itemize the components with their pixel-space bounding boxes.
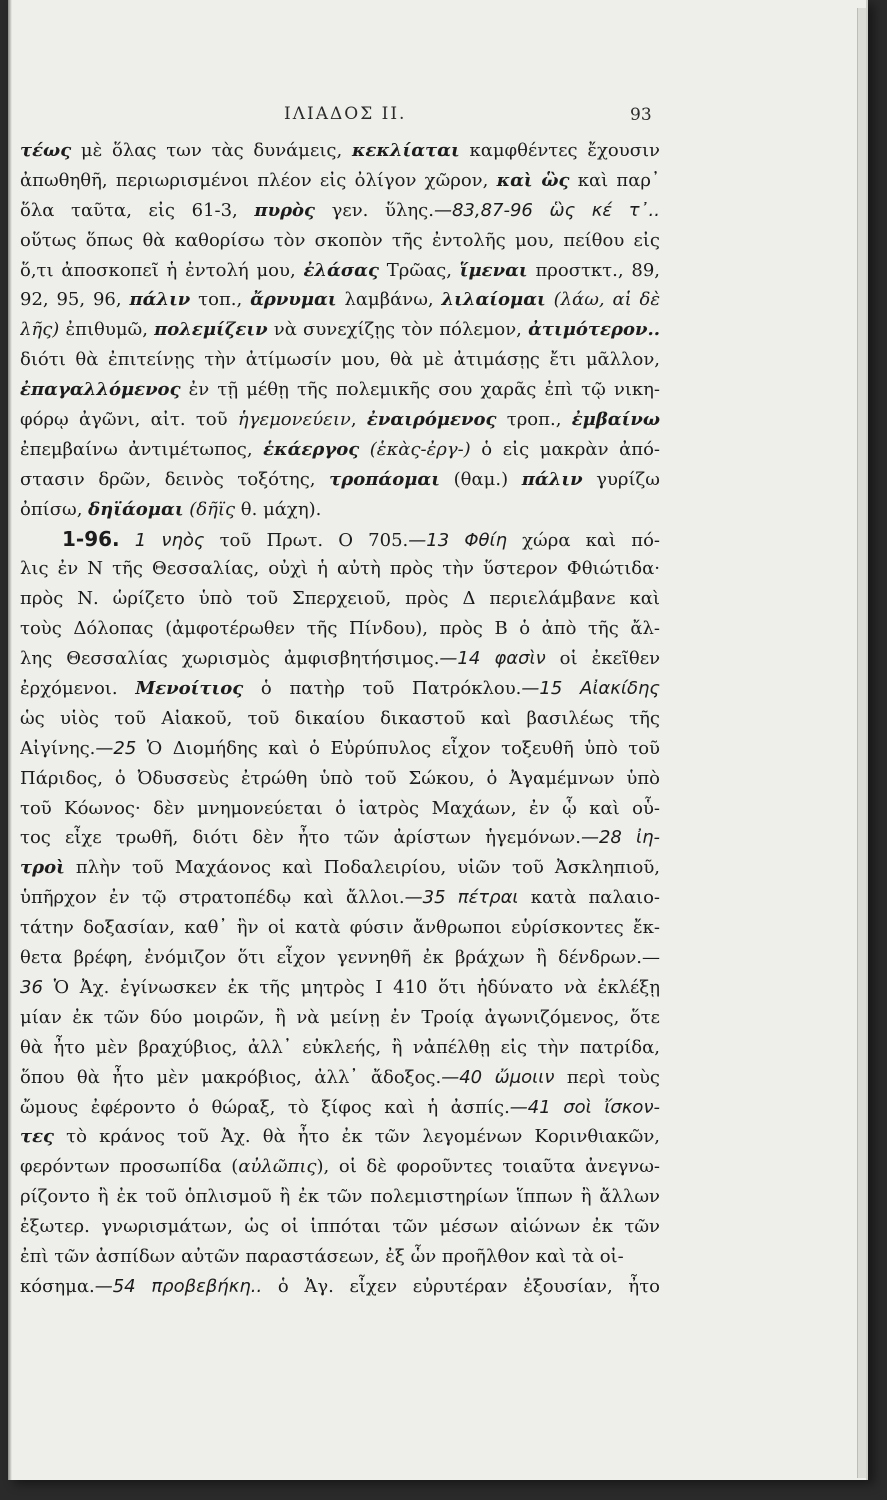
lemma: ἄρνυμαι	[250, 289, 337, 311]
text-line	[20, 704, 660, 734]
text-line	[20, 1063, 660, 1093]
text-segment: ,	[350, 409, 367, 431]
text-line	[20, 136, 660, 166]
text-line	[20, 1093, 660, 1123]
line-reference: —35 πέτραι	[404, 887, 519, 909]
line-reference: 1 νηὸς	[119, 529, 205, 551]
text-line	[20, 525, 660, 555]
text-segment: οὕτως ὅπως θὰ καθορίσω τὸν σκοπὸν τῆς ἐντολῆς μου, πείθου εἰς	[20, 229, 660, 251]
text-segment: πλὴν τοῦ Μαχάονος καὶ Ποδαλειρίου, υἱῶν τοῦ Ἀσκληπιοῦ,	[64, 857, 660, 879]
text-line	[20, 345, 660, 375]
text-segment: θ. μάχη).	[235, 498, 322, 520]
running-title: ΙΛΙΑΔΟΣ ΙΙ.	[284, 104, 407, 124]
text-segment: καὶ παρ᾽	[569, 169, 660, 191]
text-segment: ὀπίσω,	[20, 498, 89, 520]
text-segment: λις ἐν Ν τῆς Θεσσαλίας, οὐχὶ ἡ αὐτὴ πρὸς τὴν ὕστερον Φθιώτιδα·	[20, 558, 660, 580]
text-segment: τάτην δοξασίαν, καθ᾽ ἣν οἱ κατὰ φύσιν ἄνθρωποι εὑρίσκοντες ἔκ-	[20, 917, 660, 939]
text-line	[20, 554, 660, 584]
text-line	[20, 1182, 660, 1212]
text-line	[20, 584, 660, 614]
text-segment: αὐλῶπις	[238, 1156, 317, 1178]
text-segment: τοπ.,	[190, 289, 251, 311]
text-segment: ἐρχόμενοι.	[20, 678, 136, 700]
text-segment: ὅπου θὰ ἦτο μὲν μακρόβιος, ἀλλ᾽ ἄδοξος.	[20, 1066, 442, 1088]
page-edge	[857, 8, 868, 1478]
text-segment: ἀπωθηθῆ, περιωρισμένοι πλέον εἰς ὀλίγον χῶρον,	[20, 169, 497, 191]
lemma: τέως	[20, 140, 72, 161]
text-line	[20, 883, 660, 913]
text-segment: κατὰ παλαιο-	[518, 887, 660, 909]
line-reference: 1-96.	[62, 526, 120, 551]
text-segment: τὸ κράνος τοῦ Ἀχ. θὰ ἦτο ἐκ τῶν λεγομένων Κορινθιακῶν,	[54, 1126, 660, 1148]
text-line	[20, 913, 660, 943]
text-line	[20, 375, 660, 405]
text-segment: φερόντων προσωπίδα (	[20, 1156, 239, 1178]
text-segment: ὅ,τι ἀποσκοπεῖ ἡ ἐντολή μου,	[20, 259, 304, 281]
text-segment: τος εἶχε τρωθῆ, διότι δὲν ἦτο τῶν ἀρίστων ἡγεμόνων.	[20, 827, 581, 849]
text-segment: (ἑκὰς-ἐργ-)	[359, 438, 471, 460]
text-line	[20, 196, 660, 226]
text-segment: ὁ εἰς μακρὰν ἀπό-	[470, 438, 660, 460]
text-line	[20, 1003, 660, 1033]
text-segment: ἐπεμβαίνω ἀντιμέτωπος,	[20, 438, 264, 460]
text-line	[20, 734, 660, 764]
text-line	[20, 973, 660, 1003]
text-segment: ὑπῆρχον ἐν τῷ στρατοπέδῳ καὶ ἄλλοι.	[20, 887, 405, 909]
line-reference: —13 Φθίη	[408, 529, 507, 551]
text-segment: (λάω, αἱ δὲ	[545, 289, 660, 311]
text-segment: ἐπιθυμῶ,	[59, 319, 155, 341]
lemma: πάλιν	[521, 468, 583, 490]
line-reference: 36	[20, 976, 43, 998]
text-segment: ἐπὶ τῶν ἀσπίδων αὐτῶν παραστάσεων, ἐξ ὧν προῆλθον καὶ τὰ οἰ-	[20, 1245, 624, 1267]
text-segment: Πάριδος, ὁ Ὀδυσσεὺς ἐτρώθη ὑπὸ τοῦ Σώκου, ὁ Ἀγαμέμνων ὑπὸ	[20, 767, 660, 789]
text-line	[20, 405, 660, 435]
text-segment: λαμβάνω,	[336, 289, 442, 311]
text-line	[20, 256, 660, 286]
text-segment: φόρῳ ἀγῶνι, αἰτ. τοῦ	[20, 409, 238, 431]
text-line	[20, 1122, 660, 1152]
lemma: πάλιν	[129, 289, 191, 311]
text-segment: λῆς)	[20, 319, 60, 341]
text-segment: ), οἱ δὲ φοροῦντες τοιαῦτα ἀνεγνω-	[316, 1156, 660, 1178]
page-header	[8, 104, 866, 132]
text-segment: γεν. ὕλης.	[315, 199, 434, 221]
text-line	[20, 435, 660, 465]
line-reference: —15 Αἰακίδης	[521, 678, 660, 700]
lemma: κεκλίαται	[351, 140, 460, 161]
text-line	[20, 794, 660, 824]
text-line	[20, 764, 660, 794]
text-segment: ὡς υἱὸς τοῦ Αἰακοῦ, τοῦ δικαίου δικαστοῦ καὶ βασιλέως τῆς	[20, 707, 660, 729]
text-segment: Ὁ Διομήδης καὶ ὁ Εὐρύπυλος εἶχον τοξευθῆ ὑπὸ τοῦ	[136, 737, 660, 759]
text-line	[20, 823, 660, 853]
text-line	[20, 1272, 660, 1302]
text-segment: ρίζοντο ἢ ἐκ τοῦ ὁπλισμοῦ ἢ ἐκ τῶν πολεμιστηρίων ἵππων ἢ ἄλλων	[20, 1186, 660, 1208]
lemma: πυρὸς	[254, 199, 316, 221]
lemma: καὶ ὣς	[496, 169, 570, 191]
text-segment: τοῦ Πρωτ. Ο 705.	[204, 529, 409, 551]
lemma: ἵμεναι	[459, 259, 528, 281]
lemma: ἑκάεργος	[263, 438, 360, 460]
text-segment: (δῆϊς	[183, 498, 236, 520]
text-segment: μὲ ὅλας των τὰς δυνάμεις,	[71, 140, 352, 161]
text-line	[20, 674, 660, 704]
text-segment: (θαμ.)	[440, 468, 522, 490]
text-line	[20, 226, 660, 256]
text-segment: προστκτ., 89,	[527, 259, 660, 281]
lemma: ἐπαγαλλόμενος	[20, 379, 181, 401]
line-reference: —83,87-96 ὣς κέ τ᾽..	[433, 199, 660, 221]
text-line	[20, 1152, 660, 1182]
commentary-text	[20, 136, 660, 1302]
lemma: ἐλάσας	[303, 259, 379, 281]
text-line	[20, 614, 660, 644]
text-segment: ὤμους ἐφέροντο ὁ θώραξ, τὸ ξίφος καὶ ἡ ἀσπίς.	[20, 1096, 510, 1118]
text-segment: τοὺς Δόλοπας (ἀμφοτέρωθεν τῆς Πίνδου), πρὸς Β ὁ ἀπὸ τῆς ἄλ-	[20, 618, 660, 640]
line-reference: —40 ὤμοιιν	[441, 1066, 555, 1088]
text-segment: Ὁ Ἀχ. ἐγίνωσκεν ἐκ τῆς μητρὸς Ι 410 ὅτι ἠδύνατο νὰ ἐκλέξῃ	[42, 976, 660, 998]
text-line	[20, 943, 660, 973]
text-line	[20, 315, 660, 345]
line-reference: —28 ἰη-	[580, 827, 660, 849]
text-segment: ὁ Ἀγ. εἶχεν εὐρυτέραν ἐξουσίαν, ἦτο	[262, 1275, 660, 1297]
text-segment: ἐν τῇ μέθῃ τῆς πολεμικῆς σου χαρᾶς ἐπὶ τῷ νικη-	[180, 379, 660, 401]
text-segment: οἱ ἐκεῖθεν	[545, 648, 660, 670]
lemma: λιλαίομαι	[441, 289, 546, 311]
text-segment: ὁ πατὴρ τοῦ Πατρόκλου.	[243, 678, 522, 700]
line-reference: —41 σοὶ ἴσκον-	[509, 1096, 660, 1118]
text-segment: Αἰγίνης.	[20, 737, 96, 759]
page-number: 93	[630, 105, 652, 125]
lemma: τροὶ	[20, 857, 65, 879]
text-segment: γυρίζω	[582, 468, 660, 490]
text-line	[20, 166, 660, 196]
line-reference: —14 φασὶν	[439, 648, 546, 670]
text-segment: κόσημα.	[20, 1275, 95, 1297]
text-line	[20, 853, 660, 883]
text-line	[20, 1212, 660, 1242]
text-line	[20, 1242, 660, 1272]
text-segment: τοῦ Κόωνος· δὲν μνημονεύεται ὁ ἰατρὸς Μαχάων, ἐν ᾧ καὶ οὗ-	[20, 797, 660, 819]
text-segment: 92, 95, 96,	[20, 289, 130, 311]
text-segment: τροπ.,	[496, 409, 572, 431]
text-segment: περὶ τοὺς	[554, 1066, 660, 1088]
text-segment: διότι θὰ ἐπιτείνῃς τὴν ἀτίμωσίν μου, θὰ μὲ ἀτιμάσῃς ἔτι μᾶλλον,	[20, 349, 660, 371]
text-segment: θὰ ἦτο μὲν βραχύβιος, ἀλλ᾽ εὐκλεής, ἢ νἀπέλθῃ εἰς τὴν πατρίδα,	[20, 1036, 660, 1058]
lemma: δηϊάομαι	[88, 498, 184, 520]
text-segment: στασιν δρῶν, δεινὸς τοξότης,	[20, 468, 330, 490]
text-segment: χώρα καὶ πό-	[507, 529, 660, 551]
text-segment: ἡγεμονεύειν	[237, 409, 351, 431]
text-segment: θετα βρέφη, ἐνόμιζον ὅτι εἶχον γεννηθῆ ἐκ βράχων ἢ δένδρων.—	[20, 947, 660, 969]
text-line	[20, 465, 660, 495]
text-segment: Τρῶας,	[378, 259, 460, 281]
text-segment: ὅλα ταῦτα, εἰς 61-3,	[20, 199, 255, 221]
text-line	[20, 285, 660, 315]
line-reference: —25	[95, 737, 137, 759]
lemma: τες	[20, 1126, 55, 1148]
text-segment: καμφθέντες ἔχουσιν	[459, 140, 660, 161]
lemma: ἐμβαίνω	[571, 409, 660, 431]
text-segment: μίαν ἐκ τῶν δύο μοιρῶν, ἢ νὰ μείνῃ ἐν Τροίᾳ ἀγωνιζόμενος, ὅτε	[20, 1006, 660, 1028]
text-segment: ἐξωτερ. γνωρισμάτων, ὡς οἱ ἱππόται τῶν μέσων αἰώνων ἐκ τῶν	[20, 1216, 660, 1238]
lemma: τροπάομαι	[329, 468, 440, 490]
lemma: Μενοίτιος	[135, 678, 244, 700]
text-segment: πρὸς Ν. ὡρίζετο ὑπὸ τοῦ Σπερχειοῦ, πρὸς Δ περιελάμβανε καὶ	[20, 588, 660, 610]
text-segment: νὰ συνεχίζῃς τὸν πόλεμον,	[267, 319, 529, 341]
text-line	[20, 1033, 660, 1063]
text-line	[20, 644, 660, 674]
lemma: ἐναιρόμενος	[366, 409, 497, 431]
line-reference: —54 προβεβήκη..	[94, 1275, 263, 1297]
text-segment: λης Θεσσαλίας χωρισμὸς ἀμφισβητήσιμος.	[20, 648, 440, 670]
book-page	[8, 0, 868, 1480]
lemma: πολεμίζειν	[154, 319, 268, 341]
lemma: ἀτιμότερον..	[528, 319, 660, 341]
text-line	[20, 495, 660, 525]
